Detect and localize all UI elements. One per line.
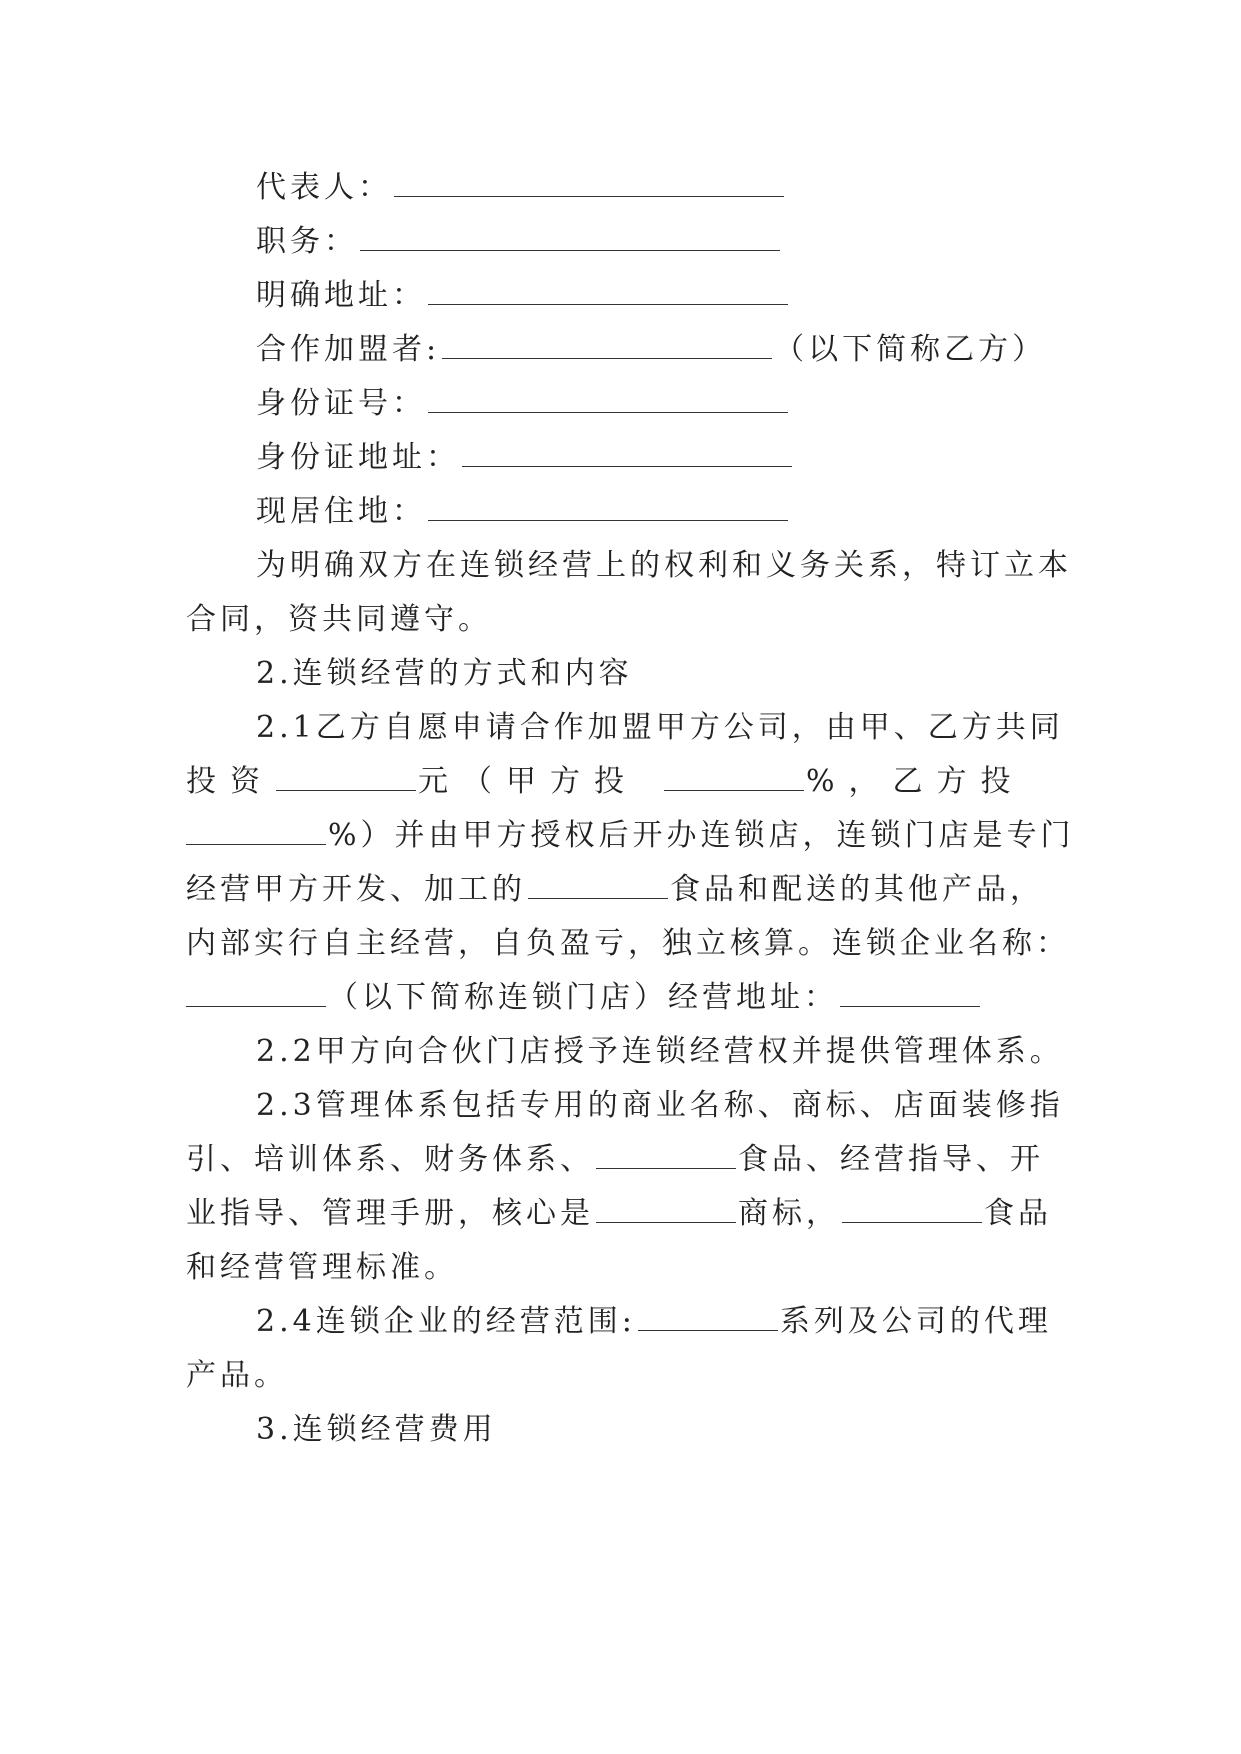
trademark-blank[interactable] [596, 1194, 736, 1223]
address-line [256, 276, 1136, 316]
id-number-label: 身份证号： [256, 386, 426, 421]
id-address-blank[interactable] [462, 438, 792, 467]
address-blank[interactable] [428, 276, 788, 305]
clause-2-4-line-1 [256, 1302, 1136, 1342]
invest-amount-blank[interactable] [276, 762, 416, 791]
franchisee-suffix: （以下简称乙方） [774, 332, 1047, 367]
position-line [256, 222, 1136, 262]
party-a-percent-blank[interactable] [664, 762, 804, 791]
representative-blank[interactable] [394, 168, 784, 197]
clause-2-3-line-1: 2.3管理体系包括专用的商业名称、商标、店面装修指 [256, 1088, 1064, 1123]
intro-line-1: 为明确双方在连锁经营上的权利和义务关系，特订立本 [256, 548, 1072, 583]
clause-2-1-line-1: 2.1乙方自愿申请合作加盟甲方公司，由甲、乙方共同 [256, 710, 1064, 745]
position-label: 职务： [256, 224, 358, 259]
clause-2-1-line-6 [186, 978, 1066, 1018]
section-3-heading: 3.连锁经营费用 [256, 1412, 497, 1447]
food-brand-blank-3[interactable] [842, 1194, 982, 1223]
clause-2-3-line-2-text-a: 引、培训体系、财务体系、 [186, 1142, 594, 1177]
clause-2-3-line-3-text-a: 业指导、管理手册，核心是 [186, 1196, 594, 1231]
clause-2-3-line-4: 和经营管理标准。 [186, 1250, 458, 1285]
residence-blank[interactable] [428, 492, 788, 521]
party-b-percent-blank[interactable] [186, 816, 326, 845]
id-address-line [256, 438, 1136, 478]
product-series-blank[interactable] [638, 1302, 778, 1331]
clause-2-1-line-4 [186, 870, 1066, 910]
invest-label: 投资 [186, 764, 274, 799]
party-b-invest-label: %，乙方投 [806, 764, 1025, 799]
section-2-heading: 2.连锁经营的方式和内容 [256, 656, 633, 691]
clause-2-1-line-3-text: %）并由甲方授权后开办连锁店，连锁门店是专门 [328, 818, 1075, 853]
food-brand-blank-2[interactable] [596, 1140, 736, 1169]
clause-2-4-text-b: 系列及公司的代理 [779, 1304, 1052, 1339]
clause-2-3-line-3 [186, 1194, 1066, 1234]
clause-2-3-line-3-text-c: 食品 [984, 1196, 1052, 1231]
franchisee-blank[interactable] [442, 330, 772, 359]
clause-2-1-line-4-text-a: 经营甲方开发、加工的 [186, 872, 526, 907]
franchisee-line [256, 330, 1136, 370]
food-brand-blank-1[interactable] [528, 870, 668, 899]
residence-label: 现居住地： [256, 494, 426, 529]
intro-line-2: 合同，资共同遵守。 [186, 602, 492, 637]
position-blank[interactable] [360, 222, 780, 251]
id-number-line [256, 384, 1136, 424]
franchisee-label: 合作加盟者: [256, 332, 441, 367]
clause-2-3-line-2-text-b: 食品、经营指导、开 [738, 1142, 1044, 1177]
chain-name-blank[interactable] [186, 978, 326, 1007]
representative-line [256, 168, 1136, 208]
party-a-invest-label: 元（甲方投 [418, 764, 638, 799]
residence-line [256, 492, 1136, 532]
clause-2-1-line-3 [186, 816, 1075, 856]
clause-2-1-line-6-text: （以下简称连锁门店）经营地址： [328, 980, 838, 1015]
clause-2-2: 2.2甲方向合伙门店授予连锁经营权并提供管理体系。 [256, 1034, 1064, 1069]
clause-2-3-line-2 [186, 1140, 1066, 1180]
id-number-blank[interactable] [428, 384, 788, 413]
representative-label: 代表人： [256, 170, 392, 205]
clause-2-1-line-5: 内部实行自主经营，自负盈亏，独立核算。连锁企业名称： [186, 926, 1070, 961]
clause-2-1-line-4-text-b: 食品和配送的其他产品， [670, 872, 1044, 907]
business-address-blank[interactable] [840, 978, 980, 1007]
address-label: 明确地址： [256, 278, 426, 313]
clause-2-4-line-2: 产品。 [186, 1358, 288, 1393]
id-address-label: 身份证地址： [256, 440, 460, 475]
clause-2-3-line-3-text-b: 商标， [738, 1196, 840, 1231]
clause-2-1-line-2 [186, 762, 1066, 802]
clause-2-4-text-a: 2.4连锁企业的经营范围: [256, 1304, 636, 1339]
